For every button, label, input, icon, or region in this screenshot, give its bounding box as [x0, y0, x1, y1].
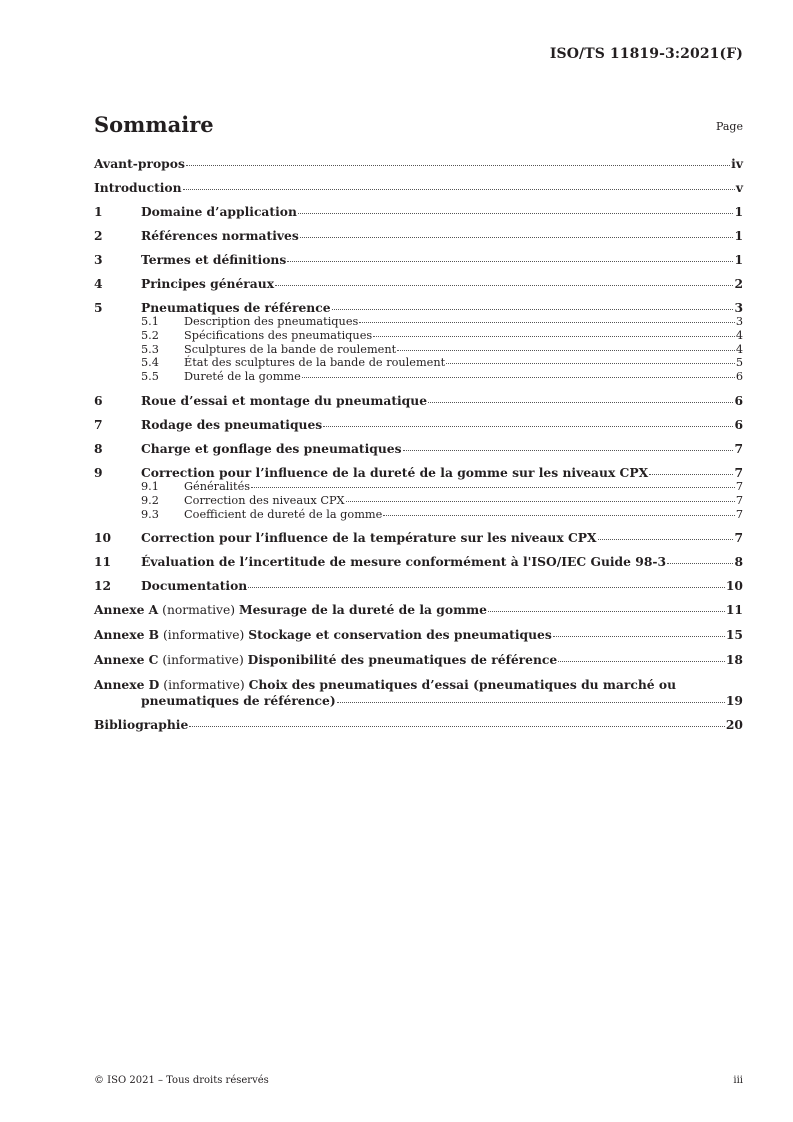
- annex-type: (informative): [158, 653, 248, 668]
- toc-leader-dots: [275, 285, 733, 286]
- toc-entry[interactable]: [94, 300, 743, 315]
- toc-entry[interactable]: [94, 228, 743, 243]
- toc-entry-title: Domaine d’application: [141, 204, 297, 219]
- toc-subentry-number: 9.3: [141, 507, 159, 521]
- annex-title: Disponibilité des pneumatiques de référence: [247, 652, 558, 668]
- toc-subentry[interactable]: [94, 356, 743, 370]
- toc-entry-title-wrap: [141, 465, 743, 480]
- toc-subentry-number: 9.1: [141, 479, 159, 493]
- toc-leader-dots: [189, 726, 725, 727]
- toc-entry[interactable]: [94, 554, 743, 569]
- annex-page: 11: [725, 602, 743, 618]
- annex-label: Annexe C: [94, 652, 159, 668]
- toc-entry-title-wrap: [141, 578, 743, 593]
- annex-d-line-1: [94, 677, 743, 693]
- toc-entry[interactable]: [94, 465, 743, 480]
- toc-subentry[interactable]: [94, 508, 743, 522]
- toc-leader-dots: [298, 213, 734, 214]
- toc-entry[interactable]: [94, 156, 743, 171]
- toc-entry-title: Correction pour l’influence de la température sur les niveaux CPX: [141, 530, 597, 546]
- toc-leader-dots: [558, 661, 725, 662]
- toc-subentry-number: 5.4: [141, 356, 159, 370]
- toc-entry-title-wrap: [141, 300, 743, 315]
- toc-subentry-title-wrap: [184, 356, 743, 370]
- toc-subentry[interactable]: [94, 315, 743, 329]
- toc-subentry-title: Sculptures de la bande de roulement: [184, 342, 397, 356]
- toc-subentry-title: Correction des niveaux CPX: [184, 493, 345, 507]
- toc-entry-title: Rodage des pneumatiques: [141, 416, 323, 432]
- toc-leader-dots: [667, 563, 733, 564]
- toc-subentry-title-wrap: [184, 494, 743, 508]
- annex-label: Annexe A: [94, 602, 159, 618]
- toc-leader-dots: [186, 165, 730, 166]
- toc-entry-title-wrap: [94, 180, 743, 195]
- toc-subentry-page: 7: [735, 479, 743, 493]
- toc-leader-dots: [323, 426, 733, 427]
- toc-leader-dots: [302, 377, 735, 378]
- toc-annex-entry[interactable]: [94, 652, 743, 668]
- toc-entry[interactable]: [94, 393, 743, 408]
- toc-entry[interactable]: [94, 180, 743, 195]
- toc-entry-title: Principes généraux: [141, 276, 275, 291]
- toc-entry-title: Références normatives: [141, 228, 299, 243]
- annex-type: (informative): [159, 628, 249, 643]
- toc-subentry-title: Dureté de la gomme: [184, 370, 301, 384]
- toc-entry-title-wrap: [141, 417, 743, 432]
- annex-page: 18: [725, 652, 743, 668]
- annex-title-line-1: Choix des pneumatiques d’essai (pneumatiques du marché ou: [248, 677, 677, 693]
- toc-subentry-title-wrap: [184, 370, 743, 384]
- toc-entry-number: 10: [94, 530, 112, 546]
- toc-leader-dots: [553, 636, 725, 637]
- toc-subentry-page: 4: [735, 342, 743, 356]
- toc-leader-dots: [248, 587, 725, 588]
- toc-entry-title-wrap: [141, 204, 743, 219]
- annex-type: (informative): [159, 678, 249, 693]
- toc-subentry-number: 5.1: [141, 315, 159, 328]
- toc-entry-page: iv: [731, 156, 743, 171]
- toc-entry[interactable]: [94, 417, 743, 432]
- toc-subentry-title: Généralités: [184, 479, 251, 493]
- annex-label: Annexe D: [94, 677, 160, 693]
- annex-page: 15: [725, 627, 743, 643]
- toc-entry-title: Charge et gonflage des pneumatiques: [141, 440, 402, 456]
- toc-subentry-page: 3: [735, 315, 743, 328]
- toc-entry-page: 7: [734, 440, 743, 456]
- toc-entry-title-wrap: [141, 530, 743, 545]
- toc-entry-page: v: [735, 180, 743, 195]
- toc-subentry-title-wrap: [184, 508, 743, 522]
- toc-entry-number: 11: [94, 554, 112, 570]
- toc-entry-title-wrap: [141, 393, 743, 408]
- toc-bibliography-entry[interactable]: [94, 717, 743, 732]
- toc-entry-number: 1: [94, 204, 103, 219]
- footer-copyright: © ISO 2021 – Tous droits réservés: [94, 1075, 269, 1086]
- toc-entry-title: Documentation: [141, 578, 248, 594]
- toc-subentry-title: Spécifications des pneumatiques: [184, 328, 373, 342]
- toc-entry-page: 7: [734, 464, 743, 480]
- toc-leader-dots: [428, 402, 733, 403]
- toc-subentry[interactable]: [94, 329, 743, 343]
- toc-entry-title: Termes et définitions: [141, 252, 287, 267]
- toc-subentry-title: Coefficient de dureté de la gomme: [184, 507, 383, 521]
- toc-entry-page: 1: [734, 204, 743, 219]
- toc-leader-dots: [397, 350, 735, 351]
- toc-entry-title: Introduction: [94, 180, 182, 195]
- toc-subentry-page: 7: [735, 507, 743, 521]
- toc-entry-title: Avant-propos: [94, 156, 185, 171]
- annex-title: Mesurage de la dureté de la gomme: [238, 602, 487, 618]
- toc-entry-title: Roue d’essai et montage du pneumatique: [141, 392, 428, 408]
- toc-leader-dots: [337, 702, 725, 703]
- toc-leader-dots: [346, 501, 735, 502]
- toc-leader-dots: [446, 363, 735, 364]
- toc-subentry-title-wrap: [184, 480, 743, 494]
- toc-entry[interactable]: [94, 252, 743, 267]
- bibliography-title: Bibliographie: [94, 717, 189, 733]
- toc-entry-title: Évaluation de l’incertitude de mesure conformément à l'ISO/IEC Guide 98-3: [141, 554, 667, 570]
- toc-annex-entry[interactable]: [94, 602, 743, 618]
- toc-entry-page: 3: [734, 300, 743, 315]
- toc-entry-page: 6: [734, 392, 743, 408]
- toc-entry[interactable]: [94, 276, 743, 291]
- toc-entry-page: 2: [734, 276, 743, 291]
- toc-annex-entry[interactable]: [94, 627, 743, 643]
- toc-entry-page: 1: [734, 252, 743, 267]
- annex-title-line-2: pneumatiques de référence): [141, 693, 336, 709]
- toc-leader-dots: [251, 487, 735, 488]
- toc-entry-number: 9: [94, 464, 103, 480]
- annex-title: Stockage et conservation des pneumatiques: [248, 627, 552, 643]
- toc-entry-page: 1: [734, 228, 743, 243]
- toc-leader-dots: [287, 261, 733, 262]
- document-reference: ISO/TS 11819-3:2021(F): [549, 46, 743, 62]
- footer-page-number: iii: [733, 1075, 743, 1086]
- toc-entry-title-wrap: [141, 554, 743, 569]
- toc-leader-dots: [488, 611, 725, 612]
- toc-subentry-number: 5.3: [141, 342, 159, 356]
- toc-entry[interactable]: [94, 204, 743, 219]
- toc-subentry-title: Description des pneumatiques: [184, 315, 359, 328]
- toc-leader-dots: [598, 539, 734, 540]
- toc-entry-title-wrap: [141, 441, 743, 456]
- toc-leader-dots: [403, 450, 734, 451]
- toc-annex-title-wrap: [94, 652, 743, 668]
- toc-annex-entry[interactable]: [94, 677, 743, 708]
- toc-entry-title: Pneumatiques de référence: [141, 300, 331, 315]
- annex-type: (normative): [158, 603, 239, 618]
- toc-leader-dots: [332, 309, 734, 310]
- annex-label: Annexe B: [94, 627, 160, 643]
- toc-entry-number: 4: [94, 276, 103, 291]
- toc-entry-title-wrap: [94, 156, 743, 171]
- toc-leader-dots: [383, 515, 735, 516]
- toc-subentry-title-wrap: [184, 315, 743, 329]
- toc-entry-number: 6: [94, 392, 103, 408]
- toc-subentry[interactable]: [94, 343, 743, 357]
- toc-entry-page: 8: [734, 554, 743, 570]
- toc-entry[interactable]: [94, 441, 743, 456]
- toc-entry-number: 7: [94, 416, 103, 432]
- toc-subentry-title: État des sculptures de la bande de roulement: [184, 356, 446, 370]
- toc-subentry[interactable]: [94, 494, 743, 508]
- toc-entry-title-wrap: [141, 228, 743, 243]
- toc-annex-title-wrap: [94, 627, 743, 643]
- toc-entry-number: 12: [94, 578, 112, 594]
- toc-subentry-number: 9.2: [141, 493, 159, 507]
- toc-subentry-number: 5.2: [141, 328, 159, 342]
- bibliography-page: 20: [725, 717, 743, 733]
- toc-entry-page: 6: [734, 416, 743, 432]
- table-of-contents: [94, 156, 743, 741]
- toc-subentry-page: 7: [735, 493, 743, 507]
- toc-entry-page: 10: [725, 578, 743, 594]
- annex-d-line-2: [94, 693, 743, 708]
- toc-leader-dots: [359, 322, 735, 323]
- toc-leader-dots: [649, 474, 733, 475]
- toc-leader-dots: [300, 237, 734, 238]
- toc-entry-title-wrap: [141, 276, 743, 291]
- toc-entry-number: 5: [94, 300, 103, 315]
- toc-entry[interactable]: [94, 578, 743, 593]
- toc-subentry-page: 4: [735, 328, 743, 342]
- toc-entry[interactable]: [94, 530, 743, 545]
- toc-entry-number: 2: [94, 228, 103, 243]
- page-column-label: Page: [715, 120, 743, 133]
- toc-subentry[interactable]: [94, 370, 743, 384]
- toc-leader-dots: [183, 189, 735, 190]
- toc-entry-number: 8: [94, 440, 103, 456]
- toc-subentry-page: 6: [735, 370, 743, 384]
- toc-subentry-number: 5.5: [141, 370, 159, 384]
- toc-subentry[interactable]: [94, 480, 743, 494]
- toc-bibliography-wrap: [94, 717, 743, 732]
- toc-entry-title: Correction pour l’influence de la dureté de la gomme sur les niveaux CPX: [141, 464, 649, 480]
- toc-annex-title-wrap: [94, 602, 743, 618]
- annex-page: 19: [725, 693, 743, 709]
- toc-subentry-title-wrap: [184, 329, 743, 343]
- toc-entry-title-wrap: [141, 252, 743, 267]
- toc-entry-page: 7: [734, 530, 743, 546]
- page-title: Sommaire: [94, 112, 214, 137]
- toc-subentry-title-wrap: [184, 343, 743, 357]
- toc-subentry-page: 5: [735, 356, 743, 370]
- toc-entry-number: 3: [94, 252, 103, 267]
- toc-leader-dots: [373, 336, 735, 337]
